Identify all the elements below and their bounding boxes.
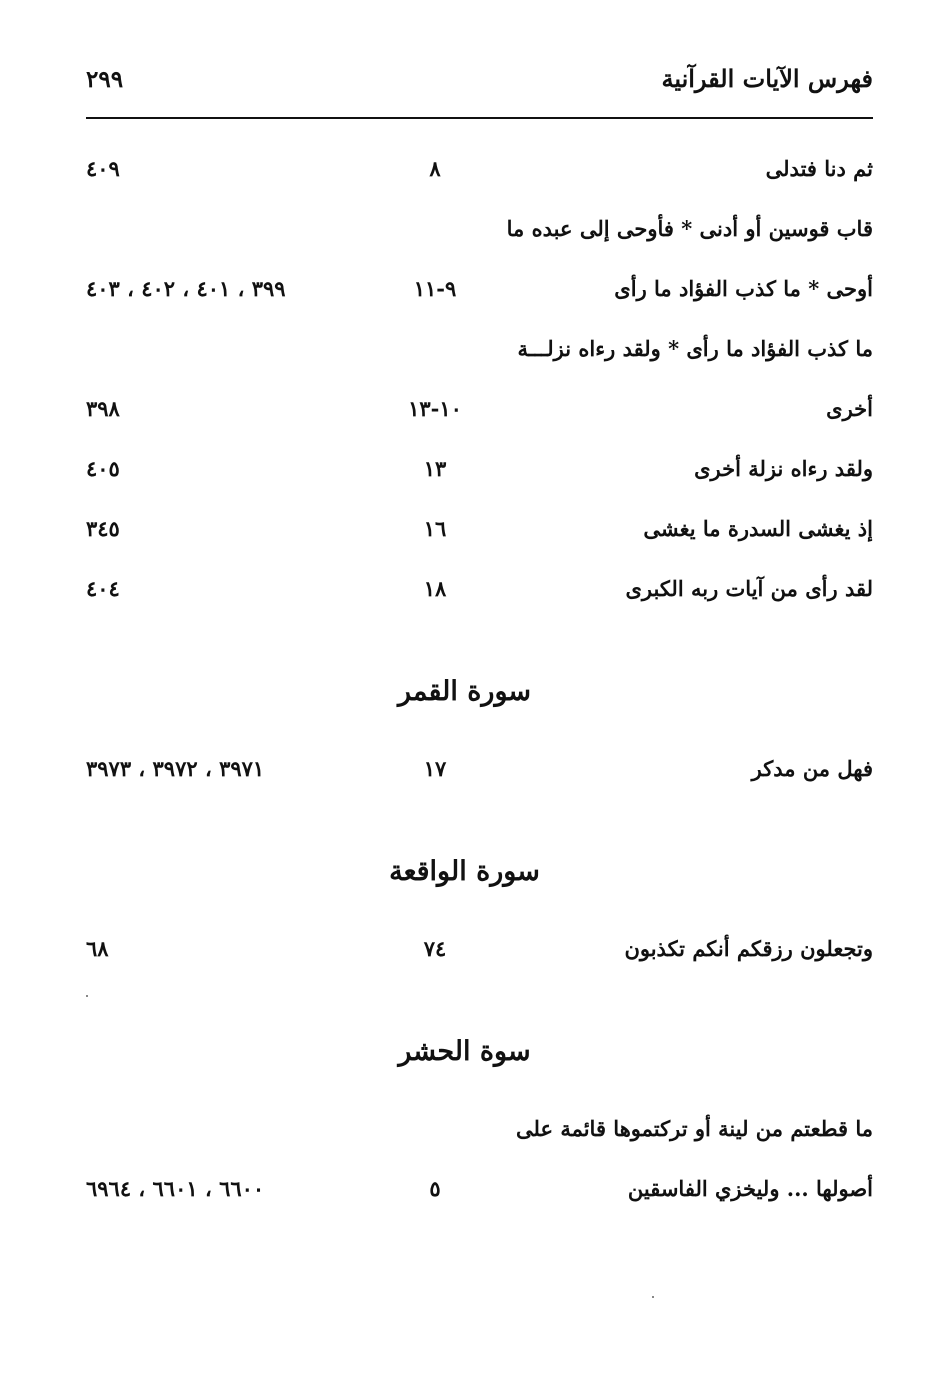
verse-number: ٨: [429, 156, 441, 181]
verse-number: ٩-١١: [413, 276, 457, 301]
verse-number: ٧٤: [423, 936, 447, 961]
verse-text: ما كذب الفؤاد ما رأى * ولقد رءاه نزلـــة: [517, 336, 873, 361]
verse-number: ١٦: [423, 516, 447, 541]
verse-text: قاب قوسين أو أدنى * فأوحى إلى عبده ما: [506, 216, 873, 241]
verse-text: ما قطعتم من لينة أو تركتموها قائمة على: [516, 1116, 873, 1141]
index-entry: [0, 572, 929, 612]
verse-number: ١٨: [423, 576, 447, 601]
index-entry: [0, 452, 929, 492]
index-entry: [0, 212, 929, 252]
index-entry: [0, 392, 929, 432]
page-references: ٤٠٩: [86, 156, 120, 181]
index-entry: [0, 152, 929, 192]
page-references: ٣٩٨: [86, 396, 120, 421]
scan-speck: [652, 1296, 654, 1298]
verse-text: ولقد رءاه نزلة أخرى: [694, 456, 873, 481]
verse-number: ٥: [429, 1176, 441, 1201]
verse-text: وتجعلون رزقكم أنكم تكذبون: [624, 936, 873, 961]
scan-speck: [86, 995, 88, 997]
index-entry: [0, 1172, 929, 1212]
index-entry: [0, 512, 929, 552]
page-references: ٣٤٥: [86, 516, 120, 541]
page-references: ٣٩٩ ، ٤٠١ ، ٤٠٢ ، ٤٠٣: [86, 276, 286, 301]
verse-text: لقد رأى من آيات ربه الكبرى: [625, 576, 873, 601]
index-entry: [0, 332, 929, 372]
verse-text: فهل من مدكر: [751, 756, 873, 781]
verse-text: إذ يغشى السدرة ما يغشى: [643, 516, 873, 541]
surah-heading: سورة الواقعة: [389, 856, 540, 887]
page-number: ٢٩٩: [86, 66, 124, 93]
surah-heading: سورة القمر: [397, 676, 532, 707]
index-entry: [0, 272, 929, 312]
page-references: ٤٠٥: [86, 456, 120, 481]
verse-text: أخرى: [826, 396, 873, 421]
verse-number: ١٧: [423, 756, 447, 781]
page-references: ٤٠٤: [86, 576, 120, 601]
running-header-title: فهرس الآيات القرآنية: [661, 64, 873, 93]
index-entry: [0, 752, 929, 792]
header-divider: [86, 117, 873, 119]
surah-heading: سوة الحشر: [398, 1036, 531, 1067]
verse-text: أوحى * ما كذب الفؤاد ما رأى: [614, 276, 873, 301]
verse-number: ١٣: [423, 456, 447, 481]
index-entry: [0, 1112, 929, 1152]
verse-number: ١٠-١٣: [408, 396, 462, 421]
verse-text: أصولها ... وليخزي الفاسقين: [627, 1176, 873, 1201]
page-references: ٣٩٧١ ، ٣٩٧٢ ، ٣٩٧٣: [86, 756, 265, 781]
index-entry: [0, 932, 929, 972]
verse-text: ثم دنا فتدلى: [765, 156, 873, 181]
page-references: ٦٦٠٠ ، ٦٦٠١ ، ٦٩٦٤: [86, 1176, 265, 1201]
page-references: ٦٨: [86, 936, 109, 961]
